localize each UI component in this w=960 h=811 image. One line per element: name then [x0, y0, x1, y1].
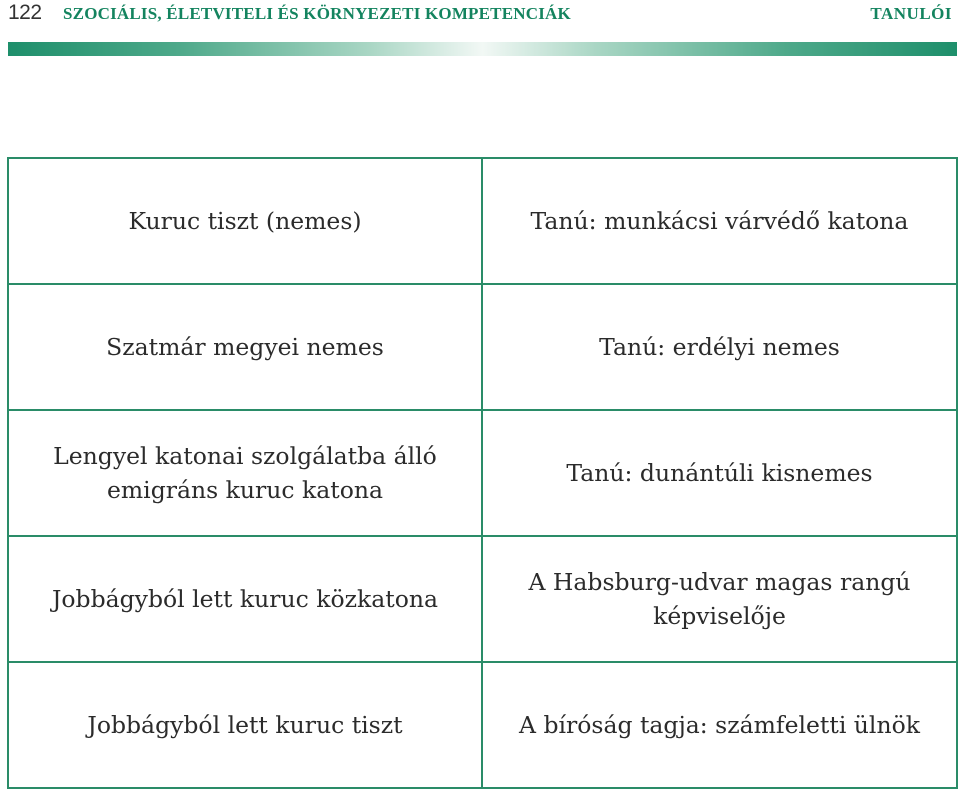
page-number: 122: [8, 1, 42, 24]
table-row: [8, 284, 957, 410]
role-table: [7, 157, 958, 789]
table-row: [8, 158, 957, 284]
section-title: SZOCIÁLIS, ÉLETVITELI ÉS KÖRNYEZETI KOMPETENCIÁK: [63, 4, 571, 23]
audience-label: TANULÓI: [870, 4, 952, 23]
role-cell-left: Jobbágyból lett kuruc közkatona: [8, 536, 482, 662]
role-cell-left: Lengyel katonai szolgálatba álló emigráns kuruc katona: [8, 410, 482, 536]
role-cell-right: A Habsburg-udvar magas rangú képviselője: [482, 536, 957, 662]
role-cell-right: Tanú: dunántúli kisnemes: [482, 410, 957, 536]
table-row: [8, 536, 957, 662]
role-cell-right: A bíróság tagja: számfeletti ülnök: [482, 662, 957, 788]
role-cell-right: Tanú: munkácsi várvédő katona: [482, 158, 957, 284]
role-cell-left: Kuruc tiszt (nemes): [8, 158, 482, 284]
header-divider: [8, 42, 957, 56]
table-row: [8, 410, 957, 536]
role-cell-left: Szatmár megyei nemes: [8, 284, 482, 410]
role-cell-left: Jobbágyból lett kuruc tiszt: [8, 662, 482, 788]
role-cell-right: Tanú: erdélyi nemes: [482, 284, 957, 410]
page-header: [0, 0, 960, 30]
table-row: [8, 662, 957, 788]
